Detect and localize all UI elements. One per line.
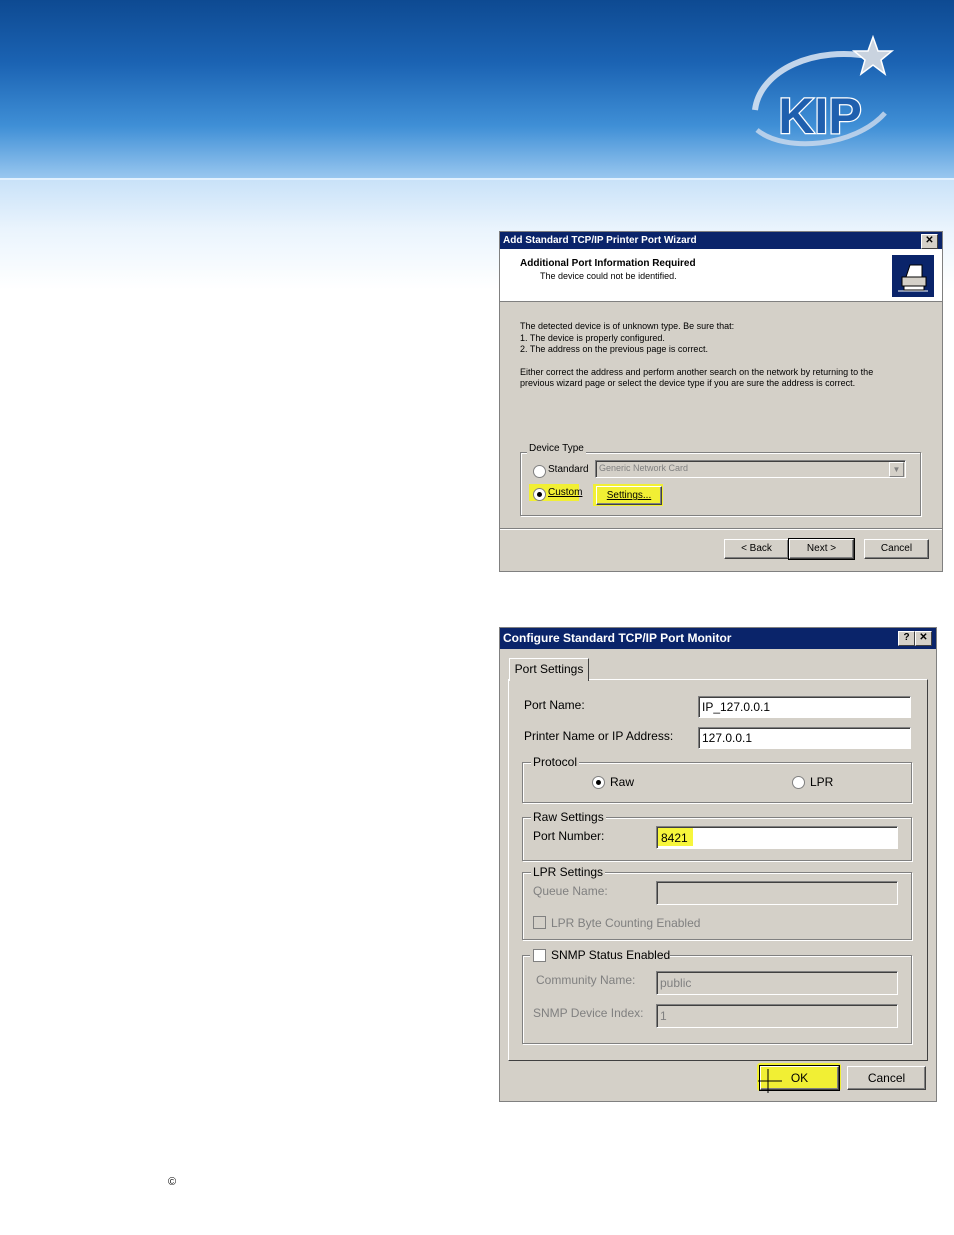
- monitor-title: Configure Standard TCP/IP Port Monitor: [503, 631, 732, 645]
- wizard-cancel-button-label: Cancel: [880, 543, 913, 554]
- monitor-cancel-button-label: Cancel: [867, 1071, 906, 1085]
- cursor-crosshair-icon: [758, 1069, 782, 1093]
- port-name-input[interactable]: [698, 696, 911, 718]
- snmp-status-checkbox[interactable]: [533, 949, 546, 962]
- standard-device-select-value: Generic Network Card: [599, 463, 689, 473]
- printer-address-label: Printer Name or IP Address:: [524, 729, 674, 743]
- protocol-group: [522, 762, 912, 803]
- settings-button-label: Settings...: [606, 490, 652, 501]
- wizard-body-line: 1. The device is properly configured.: [520, 332, 665, 343]
- custom-label[interactable]: Custom: [548, 487, 583, 498]
- footer-copyright: ©: [168, 1176, 177, 1188]
- tab-port-settings-label: Port Settings: [514, 662, 584, 676]
- snmp-index-label: SNMP Device Index:: [533, 1006, 644, 1020]
- port-wizard-dialog: [499, 231, 943, 572]
- port-name-value: IP_127.0.0.1: [702, 700, 771, 714]
- wizard-titlebar: [500, 232, 942, 249]
- back-button[interactable]: [724, 539, 789, 559]
- snmp-index-input[interactable]: [656, 1004, 898, 1028]
- community-name-value: public: [660, 976, 692, 990]
- snmp-index-value: 1: [660, 1009, 667, 1023]
- wizard-body-line: The detected device is of unknown type. Be sure that:: [520, 321, 735, 331]
- raw-label[interactable]: Raw: [610, 775, 635, 789]
- community-name-input[interactable]: [656, 971, 898, 995]
- chevron-down-icon[interactable]: ▼: [889, 462, 904, 477]
- wizard-body: [520, 321, 873, 390]
- port-name-label: Port Name:: [524, 698, 585, 712]
- lpr-label[interactable]: LPR: [810, 775, 834, 789]
- monitor-close-button[interactable]: ✕: [915, 631, 932, 646]
- snmp-group: [522, 955, 912, 1044]
- wizard-subheading: The device could not be identified.: [540, 271, 677, 281]
- tab-port-settings[interactable]: [509, 658, 589, 681]
- community-name-label: Community Name:: [536, 973, 636, 987]
- wizard-header: [500, 249, 942, 302]
- protocol-label: Protocol: [533, 755, 578, 769]
- wizard-cancel-button[interactable]: [864, 539, 929, 559]
- port-monitor-dialog: [499, 627, 937, 1102]
- back-button-label: < Back: [741, 543, 772, 554]
- port-number-label: Port Number:: [533, 829, 605, 843]
- raw-radio[interactable]: [592, 776, 605, 789]
- lpr-byte-counting-checkbox[interactable]: [533, 916, 546, 929]
- standard-device-select[interactable]: [595, 460, 906, 478]
- lpr-byte-counting-label: LPR Byte Counting Enabled: [551, 916, 701, 930]
- printer-port-icon: [892, 255, 934, 297]
- help-icon[interactable]: ?: [898, 631, 915, 646]
- kip-logo: [745, 35, 895, 155]
- lpr-settings-label: LPR Settings: [533, 865, 604, 879]
- next-button-label: Next >: [806, 543, 837, 554]
- snmp-status-label[interactable]: SNMP Status Enabled: [551, 948, 671, 962]
- queue-name-input[interactable]: [656, 881, 898, 905]
- wizard-body-line: previous wizard page or select the device type if you are sure the address is correct.: [520, 378, 856, 388]
- wizard-body-line: Either correct the address and perform another search on the network by returning to the: [520, 366, 874, 377]
- kip-logo-icon: [745, 35, 895, 155]
- queue-name-label: Queue Name:: [533, 884, 608, 898]
- monitor-cancel-button[interactable]: [847, 1066, 926, 1090]
- lpr-radio[interactable]: [792, 776, 805, 789]
- wizard-heading: Additional Port Information Required: [520, 258, 696, 269]
- wizard-title: Add Standard TCP/IP Printer Port Wizard: [503, 235, 697, 246]
- standard-radio[interactable]: [533, 465, 546, 478]
- ok-button-label: OK: [790, 1071, 809, 1085]
- wizard-separator: [500, 528, 942, 530]
- custom-radio[interactable]: [533, 488, 546, 501]
- raw-settings-label: Raw Settings: [533, 810, 604, 824]
- wizard-close-button[interactable]: ✕: [921, 234, 938, 249]
- device-type-label: Device Type: [529, 443, 584, 454]
- next-button[interactable]: [789, 539, 854, 559]
- port-number-input[interactable]: [656, 826, 898, 849]
- monitor-titlebar: [500, 628, 936, 649]
- wizard-body-line: 2. The address on the previous page is correct.: [520, 344, 708, 354]
- kip-logo-text: KIP: [778, 88, 862, 144]
- port-number-value: 8421: [661, 831, 688, 845]
- printer-address-value: 127.0.0.1: [702, 731, 753, 745]
- standard-label[interactable]: Standard: [548, 464, 589, 475]
- printer-address-input[interactable]: [698, 727, 911, 749]
- settings-button[interactable]: [596, 486, 662, 505]
